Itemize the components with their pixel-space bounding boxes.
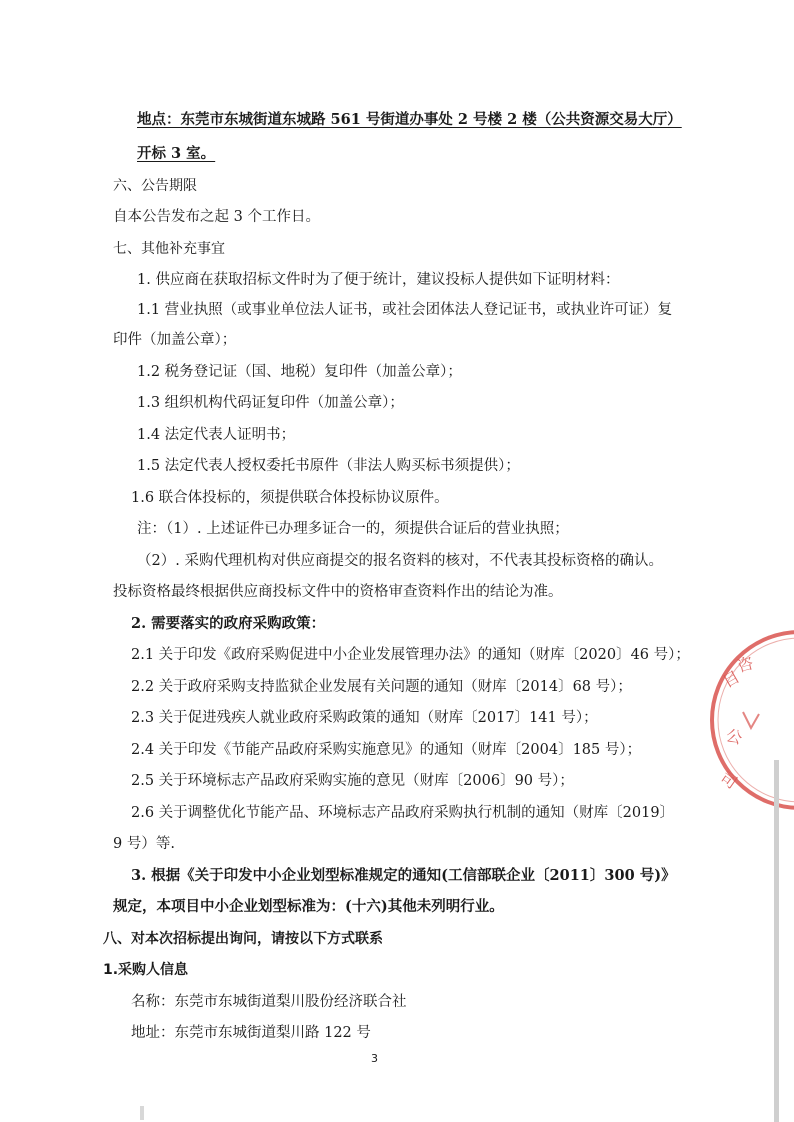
section-eight-heading: 八、对本次招标提出询问，请按以下方式联系 (103, 931, 383, 947)
item-1-5: 1.5 法定代表人授权委托书原件（非法人购买标书须提供）； (137, 458, 520, 474)
sme-standard-line2: 规定，本项目中小企业划型标准为：(十六)其他未列明行业。 (113, 898, 504, 915)
venue-address-line: 地点：东莞市东城街道东城路 561 号街道办事处 2 号楼 2 楼（公共资源交易大厅） (137, 111, 682, 128)
note-2-line2: 投标资格最终根据供应商投标文件中的资格审查资料作出的结论为准。 (113, 584, 563, 600)
scan-edge-shadow (774, 760, 779, 1122)
policy-2-4: 2.4 关于印发《节能产品政府采购实施意见》的通知（财库〔2004〕185 号）； (131, 742, 642, 758)
venue-room-line: 开标 3 室。 (137, 145, 216, 162)
section-seven-heading: 七、其他补充事宜 (113, 241, 225, 257)
policy-2-6-line1: 2.6 关于调整优化节能产品、环境标志产品政府采购执行机制的通知（财库〔2019〕 (131, 805, 675, 821)
item-1-1-line1: 1.1 营业执照（或事业单位法人证书，或社会团体法人登记证书，或执业许可证）复 (137, 302, 673, 318)
policy-2-5: 2.5 关于环境标志产品政府采购实施的意见（财库〔2006〕90 号）； (131, 773, 574, 789)
policy-2-6-line2: 9 号）等. (113, 836, 175, 852)
svg-text:目: 目 (719, 667, 743, 692)
policy-2-2: 2.2 关于政府采购支持监狱企业发展有关问题的通知（财库〔2014〕68 号）； (131, 679, 632, 695)
page-number: 3 (371, 1052, 378, 1065)
note-1: 注：（1）. 上述证件已办理多证合一的，须提供合证后的营业执照； (137, 521, 569, 537)
section-six-heading: 六、公告期限 (113, 178, 197, 194)
procurement-policy-heading: 2. 需要落实的政府采购政策： (131, 615, 326, 632)
svg-text:咨: 咨 (735, 653, 756, 676)
purchaser-name: 名称：东莞市东城街道梨川股份经济联合社 (131, 994, 407, 1010)
policy-2-1: 2.1 关于印发《政府采购促进中小企业发展管理办法》的通知（财库〔2020〕46 号）； (131, 647, 690, 663)
scan-artifact (140, 1106, 144, 1120)
svg-text:司: 司 (716, 767, 741, 793)
company-seal (705, 620, 794, 830)
purchaser-info-heading: 1.采购人信息 (103, 962, 189, 978)
purchaser-address: 地址：东莞市东城街道梨川路 122 号 (131, 1025, 371, 1041)
notice-period-text: 自本公告发布之起 3 个工作日。 (113, 209, 320, 225)
item-1-1-line2: 印件（加盖公章）； (113, 332, 237, 348)
supplier-materials-intro: 1. 供应商在获取招标文件时为了便于统计，建议投标人提供如下证明材料： (137, 272, 620, 288)
svg-text:公: 公 (723, 725, 745, 749)
policy-2-3: 2.3 关于促进残疾人就业政府采购政策的通知（财库〔2017〕141 号）； (131, 710, 598, 726)
sme-standard-line1: 3. 根据《关于印发中小企业划型标准规定的通知(工信部联企业〔2011〕300 号)》 (131, 867, 676, 884)
item-1-2: 1.2 税务登记证（国、地税）复印件（加盖公章）； (137, 364, 462, 380)
item-1-3: 1.3 组织机构代码证复印件（加盖公章）； (137, 395, 404, 411)
item-1-4: 1.4 法定代表人证明书； (137, 427, 296, 443)
note-2-line1: （2）. 采购代理机构对供应商提交的报名资料的核对，不代表其投标资格的确认。 (137, 553, 663, 569)
item-1-6: 1.6 联合体投标的，须提供联合体投标协议原件。 (131, 490, 449, 506)
